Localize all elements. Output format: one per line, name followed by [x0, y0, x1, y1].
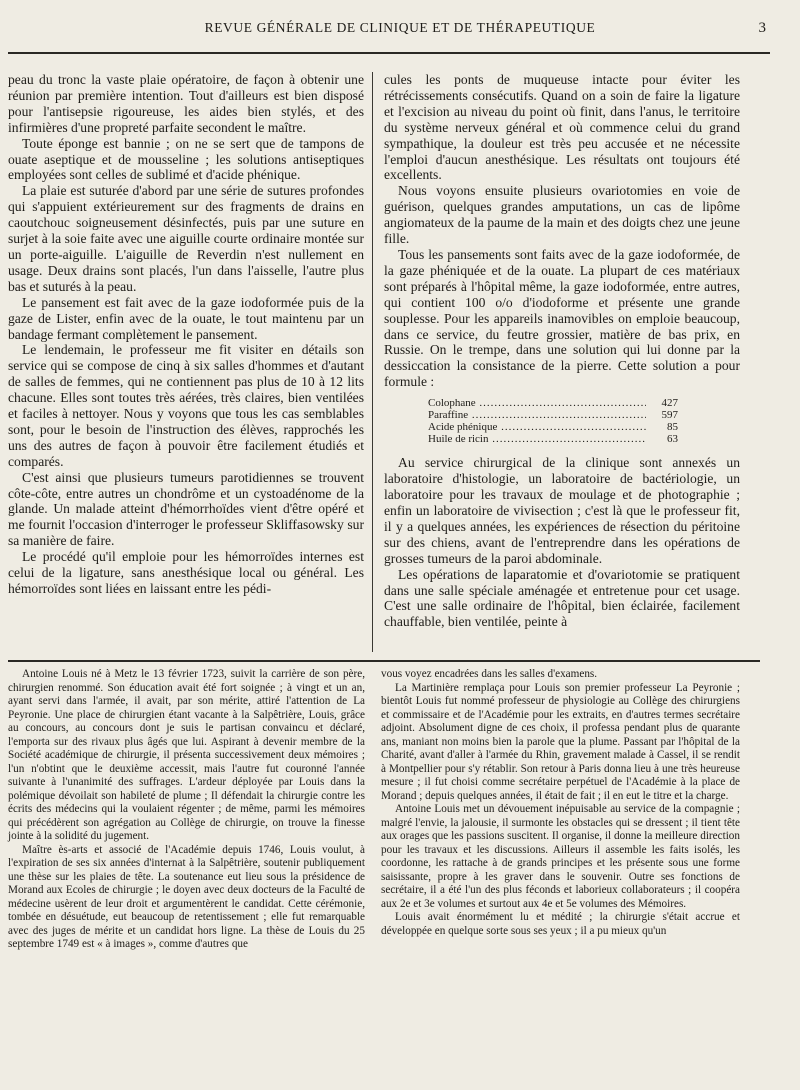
ingredient-quantity: 63: [667, 432, 678, 445]
footnote-paragraph: Antoine Louis met un dévouement inépuisable au service de la compagnie ; malgré l'envie, la jalousie, il surmonte les obstacles qui se dressent ; il tient tête aux orages que les passions suscitent. Il organise, il donne la meilleure direction pour les travaux et les discussions. Ailleurs il assemble les faits isolés, les coordonne, les rattache à de grands principes et les présente sous une forme saisissante, propre à les graver dans le souvenir. Outre ses fonctions de secrétaire, il a été l'un des plus féconds et laborieux collaborateurs ; il coopéra aux 2e et 3e volumes et surtout aux 4e et 5e volumes des Mémoires.: [381, 803, 740, 910]
formula-row: [428, 398, 678, 410]
paragraph: Le pansement est fait avec de la gaze iodoformée puis de la gaze de Lister, enfin avec de la ouate, le tout maintenu par un bandage fermant complètement le pansement.: [8, 294, 364, 342]
footnote-right-column: [381, 668, 740, 938]
formula-row: [428, 410, 678, 422]
formula-table: [428, 398, 678, 445]
paragraph: Le procédé qu'il emploie pour les hémorroïdes internes est celui de la ligature, sans anesthésique local ou général. Les hémorroïdes sont liées en laissant entre les pédi-: [8, 549, 364, 596]
ingredient-name: Paraffine .....: [428, 410, 646, 422]
footnote-rule: [8, 660, 760, 662]
paragraph: La plaie est suturée d'abord par une série de sutures profondes qui s'appuient extérieurement sur des fragments de drains en caoutchouc soigneusement désinfectés, puis par une suture en surjet à la soie faite avec une aiguille courte ordinaire montée sur un porte-aiguille. L'aiguille de Reverdin n'est nullement en usage. Deux drains sont placés, l'un dans l'aisselle, l'autre plus bas et suturés à la peau.: [8, 183, 364, 294]
footnote-paragraph: Maître ès-arts et associé de l'Académie depuis 1746, Louis voulut, à l'expiration de ses six années d'internat à la Salpêtrière, soutenir publiquement une thèse sur les plaies de tête. La soutenance eut lieu sous la présidence de Morand aux Ecoles de chirurgie ; le doyen avec deux docteurs de la Faculté de médecine usèrent de leur droit et argumentèrent le candidat. Cette cérémonie, tombée en désuétude, eut beaucoup de retentissement ; elle fut remarquable avec des juges de mérite et un candidat hors ligne. La thèse de Louis du 25 septembre 1749 est « à images », comme d'autres que: [8, 843, 365, 950]
paragraph: Nous voyons ensuite plusieurs ovariotomies en voie de guérison, quelques grandes amputations, un cas de lipôme angiomateux de la paume de la main et des doigts chez une jeune fille.: [384, 183, 740, 247]
column-divider: [372, 72, 373, 652]
footnote-left-column: [8, 668, 365, 952]
paragraph: Tous les pansements sont faits avec de la gaze iodoformée, de la gaze phéniquée et de la ouate. La plupart de ces matériaux sont préparés à l'hôpital même, la gaze iodoformée, entre autres, qui contient 100 o/o d'iodoforme et présente une grande souplesse. Pour les appareils inamovibles on emploie beaucoup, dans ce service, du feutre grossier, matière de bas prix, en Russie. On le trempe, dans une solution qui lui donne par la dessiccation la consistance de la pierre. Cette solution a pour formule :: [384, 246, 740, 390]
page-number: 3: [758, 20, 766, 36]
footnote-paragraph: Antoine Louis né à Metz le 13 février 1723, suivit la carrière de son père, chirurgien renommé. Son éducation avait été fort soignée ; à vingt et un an, ayant servi dans l'armée, il avait, par son mérite, attiré l'attention de La Peyronie. Une place de chirurgien étant vacante à la Salpêtrière, Louis, grâce au concours, au concours dont je suis le partisan convaincu et déclaré, l'emporta sur des rivaux plus âgés que lui. Aspirant à devenir membre de la Société académique de chirurgie, il présenta successivement deux mémoires ; l'un n'obtint que le deuxième accessit, mais l'autre fut couronné l'année suivante à l'unanimité des suffrages. L'ardeur déployée par Louis dans la polémique dévoilait son habileté de plume ; Il défendait la chirurgie contre les écrits des médecins qui la voulaient régenter ; de même, parmi les mémoires qui précédèrent son agrégation au Collège de chirurgie, on trouve la finesse jointe à la solidité du jugement.: [8, 668, 365, 842]
footnote-paragraph: Louis avait énormément lu et médité ; la chirurgie s'était accrue et développée en quelque sorte sous ses yeux ; il a pu mieux qu'un: [381, 911, 740, 937]
paragraph: cules les ponts de muqueuse intacte pour éviter les rétrécissements consécutifs. Quand on a soin de faire la ligature et l'excision au niveau du point où finit, dans l'anus, le territoire du système nerveux général et où commence celui du grand sympathique, la douleur est très peu accusée et ne nécessite l'emploi d'aucun anesthésique. Les résultats ont toujours été excellents.: [384, 72, 740, 183]
running-title: REVUE GÉNÉRALE DE CLINIQUE ET DE THÉRAPEUTIQUE: [204, 20, 596, 35]
footnote-paragraph: vous voyez encadrées dans les salles d'examens.: [381, 668, 598, 680]
paragraph: Le lendemain, le professeur me fit visiter en détails son service qui se compose de cinq à six salles d'hommes et d'autant de salles de femmes, qui ne contiennent pas plus de 10 à 12 lits chacune. Elles sont toutes très aérées, très claires, bien ventilées et faciles à nettoyer. Nous y voyons que tous les cas semblables sont, pour le besoin de l'instruction des élèves, rapprochés les uns des autres de façon à pouvoir être facilement étudiés et comparés.: [8, 342, 364, 469]
ingredient-name: Acide phénique .....: [428, 422, 646, 434]
formula-row: [428, 422, 678, 434]
header-rule: [8, 52, 770, 54]
paragraph: Toute éponge est bannie ; on ne se sert que de tampons de ouate aseptique et de mousseline ; les solutions antiseptiques employées sont celles de sublimé et d'acide phénique.: [8, 135, 364, 183]
ingredient-name: Huile de ricin .....: [428, 434, 646, 446]
ingredient-quantity: 427: [661, 397, 678, 410]
footnote-paragraph: La Martinière remplaça pour Louis son premier professeur La Peyronie ; bientôt Louis fut nommé professeur de physiologie au Collège des chirurgiens et commissaire et de l'Académie pour les extraits, en d'autres termes secrétaire adjoint. Absolument digne de ces choix, il professa pendant plus de quarante ans, maniant non moins bien la parole que la plume. Passant par l'hôpital de la Charité, avant d'aller à l'armée du Rhin, gravement malade à Cassel, il se rendit à Montpellier pour s'y rétablir. Son retour à Paris donna lieu à une très heureuse mesure ; il fut choisi comme secrétaire perpétuel de l'Académie à la place de Morand ; depuis quelques années, il était de fait ; il en eut le titre et la charge.: [381, 681, 740, 802]
formula-row: [428, 434, 678, 446]
right-column: [384, 72, 740, 630]
ingredient-quantity: 85: [667, 420, 678, 433]
paragraph: Au service chirurgical de la clinique sont annexés un laboratoire d'histologie, un laboratoire de bactériologie, un laboratoire pour les travaux de moulage et de photographie ; enfin un laboratoire de vivisection ; c'est là que le professeur fit, il y a quelques années, les expériences de résection du péritoine sur des chiens, avant de l'entreprendre dans les opérations de grosses tumeurs de la paroi abdominale.: [384, 455, 740, 566]
left-column: [8, 72, 364, 597]
ingredient-quantity: 597: [661, 408, 678, 421]
paragraph: Les opérations de laparatomie et d'ovariotomie se pratiquent dans une salle spéciale aménagée et entretenue pour cet usage. C'est une salle ordinaire de l'hôpital, bien éclairée, facilement chauffable, bien ventilée, peinte à: [384, 566, 740, 630]
paragraph: peau du tronc la vaste plaie opératoire, de façon à obtenir une réunion par première intention. Tout d'ailleurs est bien disposé pour l'antisepsie rigoureuse, les aides bien stylés, et des infirmières d'une propreté parfaite secondent le maître.: [8, 72, 364, 135]
ingredient-name: Colophane .....: [428, 398, 646, 410]
paragraph: C'est ainsi que plusieurs tumeurs parotidiennes se trouvent côte-côte, entre autres un chondrôme et un cystoadénome de la glande. Un malade atteint d'hémorrhoïdes vient d'être opéré et me fournit l'occasion d'interroger le professeur Skliffasowsky sur sa manière de faire.: [8, 469, 364, 549]
